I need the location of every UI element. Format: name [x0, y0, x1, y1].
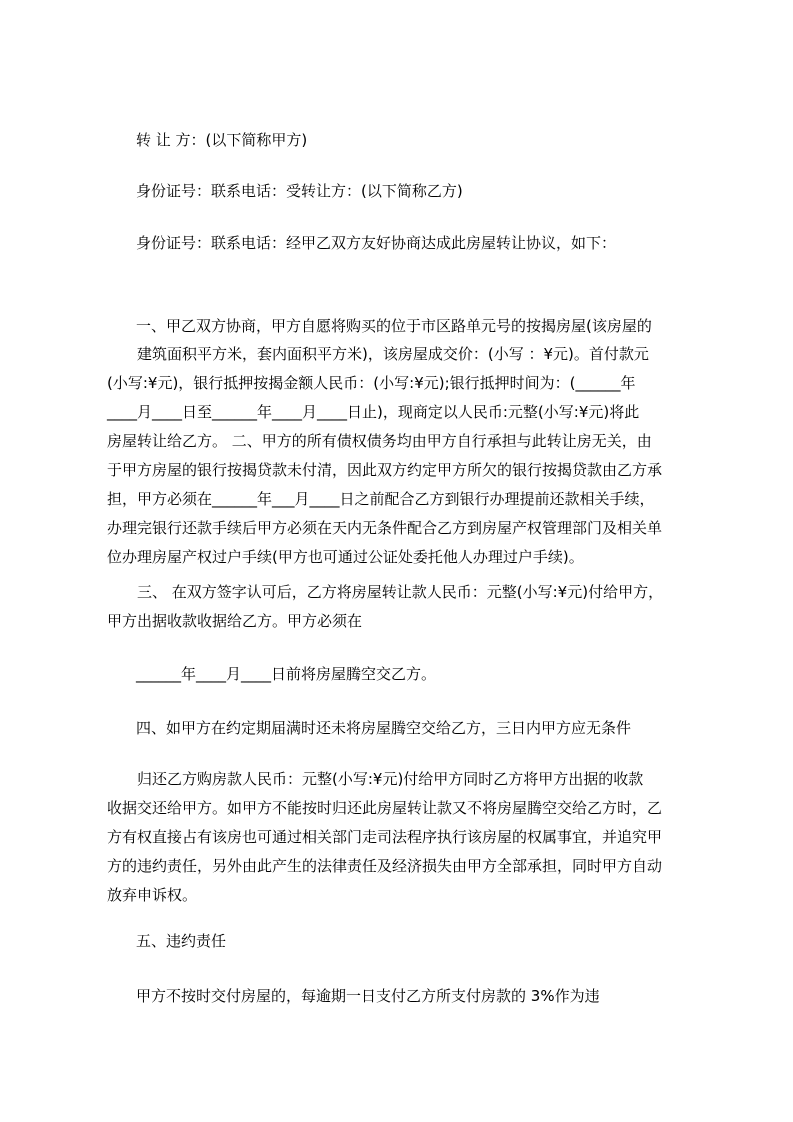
- clause1-body-line: 担，甲方必须在______年___月____日之前配合乙方到银行办理提前还款相关手续，: [107, 490, 655, 508]
- clause3: [107, 578, 663, 636]
- id-phone-transferee-line: 身份证号：联系电话：受转让方：(以下简称乙方): [136, 182, 463, 200]
- clause1-body-line: 位办理房屋产权过户手续(甲方也可通过公证处委托他人办理过户手续)。: [107, 548, 584, 566]
- clause4-body: [107, 765, 662, 910]
- clause1-body-line: ____月____日至______年____月____日止)，现商定以人民币:元整(小写:¥元)将此: [107, 403, 640, 421]
- clause1-heading: 一、甲乙双方协商，甲方自愿将购买的位于市区路单元号的按揭房屋(该房屋的: [136, 317, 652, 335]
- clause4-heading: 四、如甲方在约定期届满时还未将房屋腾空交给乙方，三日内甲方应无条件: [136, 719, 632, 737]
- clause1-body-line: 房屋转让给乙方。 二、甲方的所有债权债务均由甲方自行承担与此转让房无关，由: [107, 432, 652, 450]
- clause4-body-line: 收据交还给甲方。如甲方不能按时归还此房屋转让款又不将房屋腾空交给乙方时，乙: [107, 799, 663, 817]
- clause1-body-line: (小写:¥元)，银行抵押按揭金额人民币：(小写:¥元);银行抵押时间为：(______年: [107, 374, 636, 392]
- clause5-body: 甲方不按时交付房屋的，每逾期一日支付乙方所支付房款的 3%作为违: [136, 987, 600, 1005]
- id-phone-agreement-line: 身份证号：联系电话：经甲乙双方友好协商达成此房屋转让协议，如下：: [136, 234, 617, 252]
- clause1-body-line: 办理完银行还款手续后甲方必须在天内无条件配合乙方到房屋产权管理部门及相关单: [107, 519, 663, 537]
- clause4-body-line: 放弃申诉权。: [107, 886, 198, 904]
- transferor-line: 转 让 方：(以下简称甲方): [136, 131, 308, 149]
- clause3-line: 三、 在双方签字认可后，乙方将房屋转让款人民币：元整(小写:¥元)付给甲方，: [137, 583, 664, 601]
- clause4-body-line: 归还乙方购房款人民币：元整(小写:¥元)付给甲方同时乙方将甲方出据的收款: [137, 770, 644, 788]
- clause3-line: 甲方出据收款收据给乙方。甲方必须在: [107, 612, 363, 630]
- clause4-body-line: 方的违约责任，另外由此产生的法律责任及经济损失由甲方全部承担，同时甲方自动: [107, 857, 663, 875]
- clause1-body-line: 于甲方房屋的银行按揭贷款未付清，因此双方约定甲方所欠的银行按揭贷款由乙方承: [107, 461, 663, 479]
- clause4-body-line: 方有权直接占有该房也可通过相关部门走司法程序执行该房屋的权属事宜，并追究甲: [107, 828, 663, 846]
- clause1-body: [107, 340, 662, 572]
- clause5-heading: 五、违约责任: [136, 932, 227, 950]
- clause3-date-line: ______年____月____日前将房屋腾空交乙方。: [136, 665, 437, 683]
- clause1-body-line: 建筑面积平方米，套内面积平方米)，该房屋成交价：(小写 ：¥元)。首付款元: [137, 345, 649, 363]
